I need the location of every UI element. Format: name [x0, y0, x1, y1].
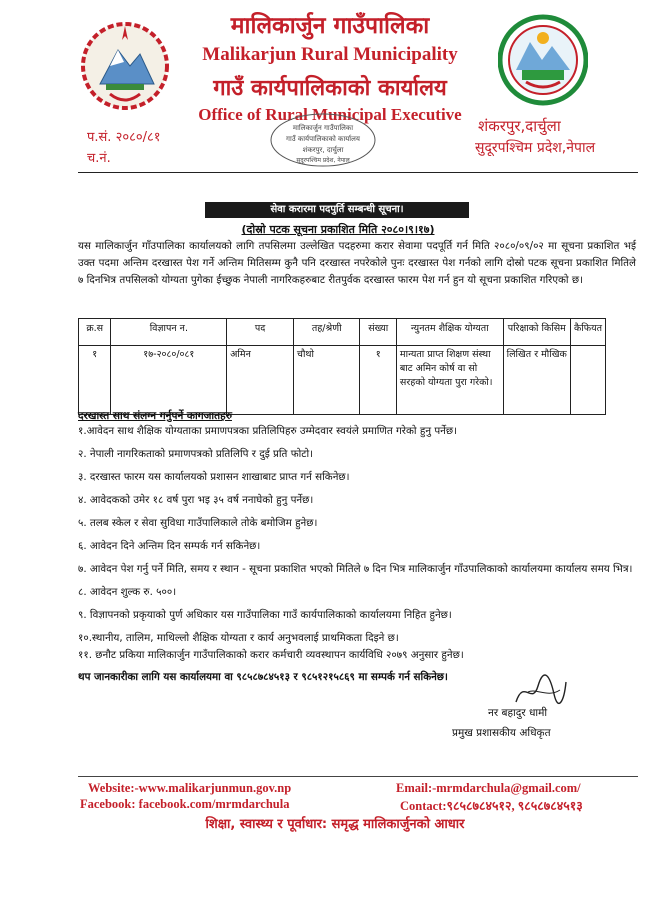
dispatch-number: च.नं. — [87, 151, 111, 166]
address-line-2: सुदूरपश्चिम प्रदेश,नेपाल — [475, 140, 596, 156]
table-header: विज्ञापन न. — [111, 319, 227, 346]
table-header: क्र.स — [79, 319, 111, 346]
list-item: ११. छनौट प्रकिया मालिकार्जुन गाउँपालिकाको करार कर्मचारी व्यवस्थापन कार्यविधि २०७९ अनुसार हुनेछ। — [78, 649, 464, 661]
footer-facebook: Facebook: facebook.com/mrmdarchula — [80, 797, 290, 811]
table-header: संख्या — [360, 319, 396, 346]
municipality-name-en: Malikarjun Rural Municipality — [202, 44, 458, 65]
table-header: पद — [227, 319, 294, 346]
table-header-row — [79, 319, 606, 346]
list-item: ७. आवेदन पेश गर्नु पर्ने मिति, समय र स्थान - सूचना प्रकाशित भएको मितिले ७ दिन भित्र मालिकार्जुन गाँउपालिकाको कार्यालयमा कार्यालय समय भित्र। — [78, 563, 633, 575]
office-name-ne: गाउँ कार्यपालिकाको कार्यालय — [213, 76, 447, 101]
list-item: ४. आवेदकको उमेर १८ वर्ष पुरा भइ ३५ वर्ष ननाघेको हुनु पर्नेछ। — [78, 494, 314, 506]
table-cell: अमिन — [227, 346, 294, 415]
table-header: परिक्षाको किसिम — [503, 319, 570, 346]
signature-scribble — [510, 672, 570, 710]
table-cell: मान्यता प्राप्त शिक्षण संस्था बाट अमिन कोर्ष वा सो सरहको योग्यता पुरा गरेको। — [396, 346, 503, 415]
svg-text:शंकरपुर, दार्चुला: शंकरपुर, दार्चुला — [302, 146, 344, 154]
table-cell: लिखित र मौखिक — [503, 346, 570, 415]
signatory-title: प्रमुख प्रशासकीय अधिकृत — [452, 727, 551, 739]
header-divider — [78, 172, 638, 173]
table-header: कैफियत — [570, 319, 605, 346]
municipality-logo — [498, 8, 588, 110]
notice-title: सेवा करारमा पदपुर्ति सम्बन्धी सूचना। — [205, 202, 469, 218]
table-header: तह/श्रेणी — [293, 319, 360, 346]
documents-heading: दरखास्त साथ संलग्न गर्नुपर्ने कागजातहरु — [78, 410, 232, 422]
contact-note: थप जानकारीका लागि यस कार्यालयमा वा ९८५८७८४५१३ र ९८५१२१५८६९ मा सम्पर्क गर्न सकिनेछ। — [78, 671, 448, 683]
signatory-name: नर बहादुर धामी — [488, 707, 548, 719]
table-row — [79, 346, 606, 415]
list-item: ६. आवेदन दिने अन्तिम दिन सम्पर्क गर्न सकिनेछ। — [78, 540, 261, 552]
notice-intro: यस मालिकार्जुन गाँउपालिका कार्यालयको लागि तपसिलमा उल्लेखित पदहरुमा करार सेवामा पदपूर्ति गर्न मिति २०८०/०९/०२ मा सूचना प्रकाशित भई उक्त पदमा अन्तिम दरखास्त पेश गर्ने अन्तिम मितिसम्म कुनै पनि दरखास्त नपरेकोले पुनः दरखास्त पेश गर्नको लागि दोस्रो पटक सूचना प्रकाशित मितिले ७ दिनभित्र तपसिलको योग्यता पुगेका ईच्छुक नेपाली नागरिकहरुबाट रीतपुर्वक दरखास्त फारम पेश गर्न हुन यो सूचना प्रकाशित गरिएको छ। — [78, 240, 636, 286]
table-cell: १ — [79, 346, 111, 415]
footer-divider — [78, 776, 638, 777]
reference-number: प.सं. २०८०/८१ — [87, 130, 161, 145]
table-cell: चौथो — [293, 346, 360, 415]
documents-list — [78, 424, 638, 665]
table-cell — [570, 346, 605, 415]
footer-email: Email:-mrmdarchula@gmail.com/ — [396, 781, 581, 795]
list-item: १.आवेदन साथ शैक्षिक योग्यताका प्रमाणपत्रका प्रतिलिपिहरु उम्मेदवार स्वयंले प्रमाणित गरेको हुनु पर्नेछ। — [78, 425, 458, 437]
office-name-en: Office of Rural Municipal Executive — [198, 105, 462, 124]
footer-website: Website:-www.malikarjunmun.gov.np — [88, 781, 292, 795]
list-item: ५. तलब स्केल र सेवा सुविधा गाउँपालिकाले तोके बमोजिम हुनेछ। — [78, 517, 318, 529]
table-cell: १७-२०८०/०८१ — [111, 346, 227, 415]
address-line-1: शंकरपुर,दार्चुला — [478, 117, 561, 135]
list-item: ९. विज्ञापनको प्रकृयाको पुर्ण अधिकार यस गाउँपालिका गाउँ कार्यपालिकाको कार्यालयमा निहित हुनेछ। — [78, 609, 452, 621]
svg-text:सुदूरपश्चिम प्रदेश, नेपाल: सुदूरपश्चिम प्रदेश, नेपाल — [296, 157, 350, 164]
svg-text:गाउँ कार्यपालिकाको कार्यालय: गाउँ कार्यपालिकाको कार्यालय — [286, 135, 360, 143]
list-item: १०.स्थानीय, तालिम, माथिल्लो शैक्षिक योग्यता र कार्य अनुभवलाई प्राथमिकता दिइने छ। — [78, 632, 399, 644]
municipality-name-ne: मालिकार्जुन गाउँपालिका — [230, 13, 430, 39]
svg-text:मालिकार्जुन गाउँपालिका: मालिकार्जुन गाउँपालिका — [292, 124, 354, 132]
footer-contact: Contact:९८५८७८४५१२, ९८५८७८४५१३ — [400, 799, 583, 813]
notice-subtitle: (दोस्रो पटक सूचना प्रकाशित मिति २०८०।९।१७) — [241, 223, 435, 236]
list-item: ८. आवेदन शुल्क रु. ५००। — [78, 586, 177, 598]
vacancy-table — [78, 318, 606, 415]
table-cell: १ — [360, 346, 396, 415]
office-stamp — [268, 112, 378, 168]
table-header: न्युनतम शैक्षिक योग्यता — [396, 319, 503, 346]
list-item: २. नेपाली नागरिकताको प्रमाणपत्रको प्रतिलिपि र दुई प्रति फोटो। — [78, 448, 314, 460]
footer-slogan: शिक्षा, स्वास्थ्य र पूर्वाधार: समृद्ध मालिकार्जुनको आधार — [205, 817, 465, 832]
list-item: ३. दरखास्त फारम यस कार्यालयको प्रशासन शाखाबाट प्राप्त गर्न सकिनेछ। — [78, 471, 350, 483]
nepal-emblem-logo — [80, 14, 170, 114]
